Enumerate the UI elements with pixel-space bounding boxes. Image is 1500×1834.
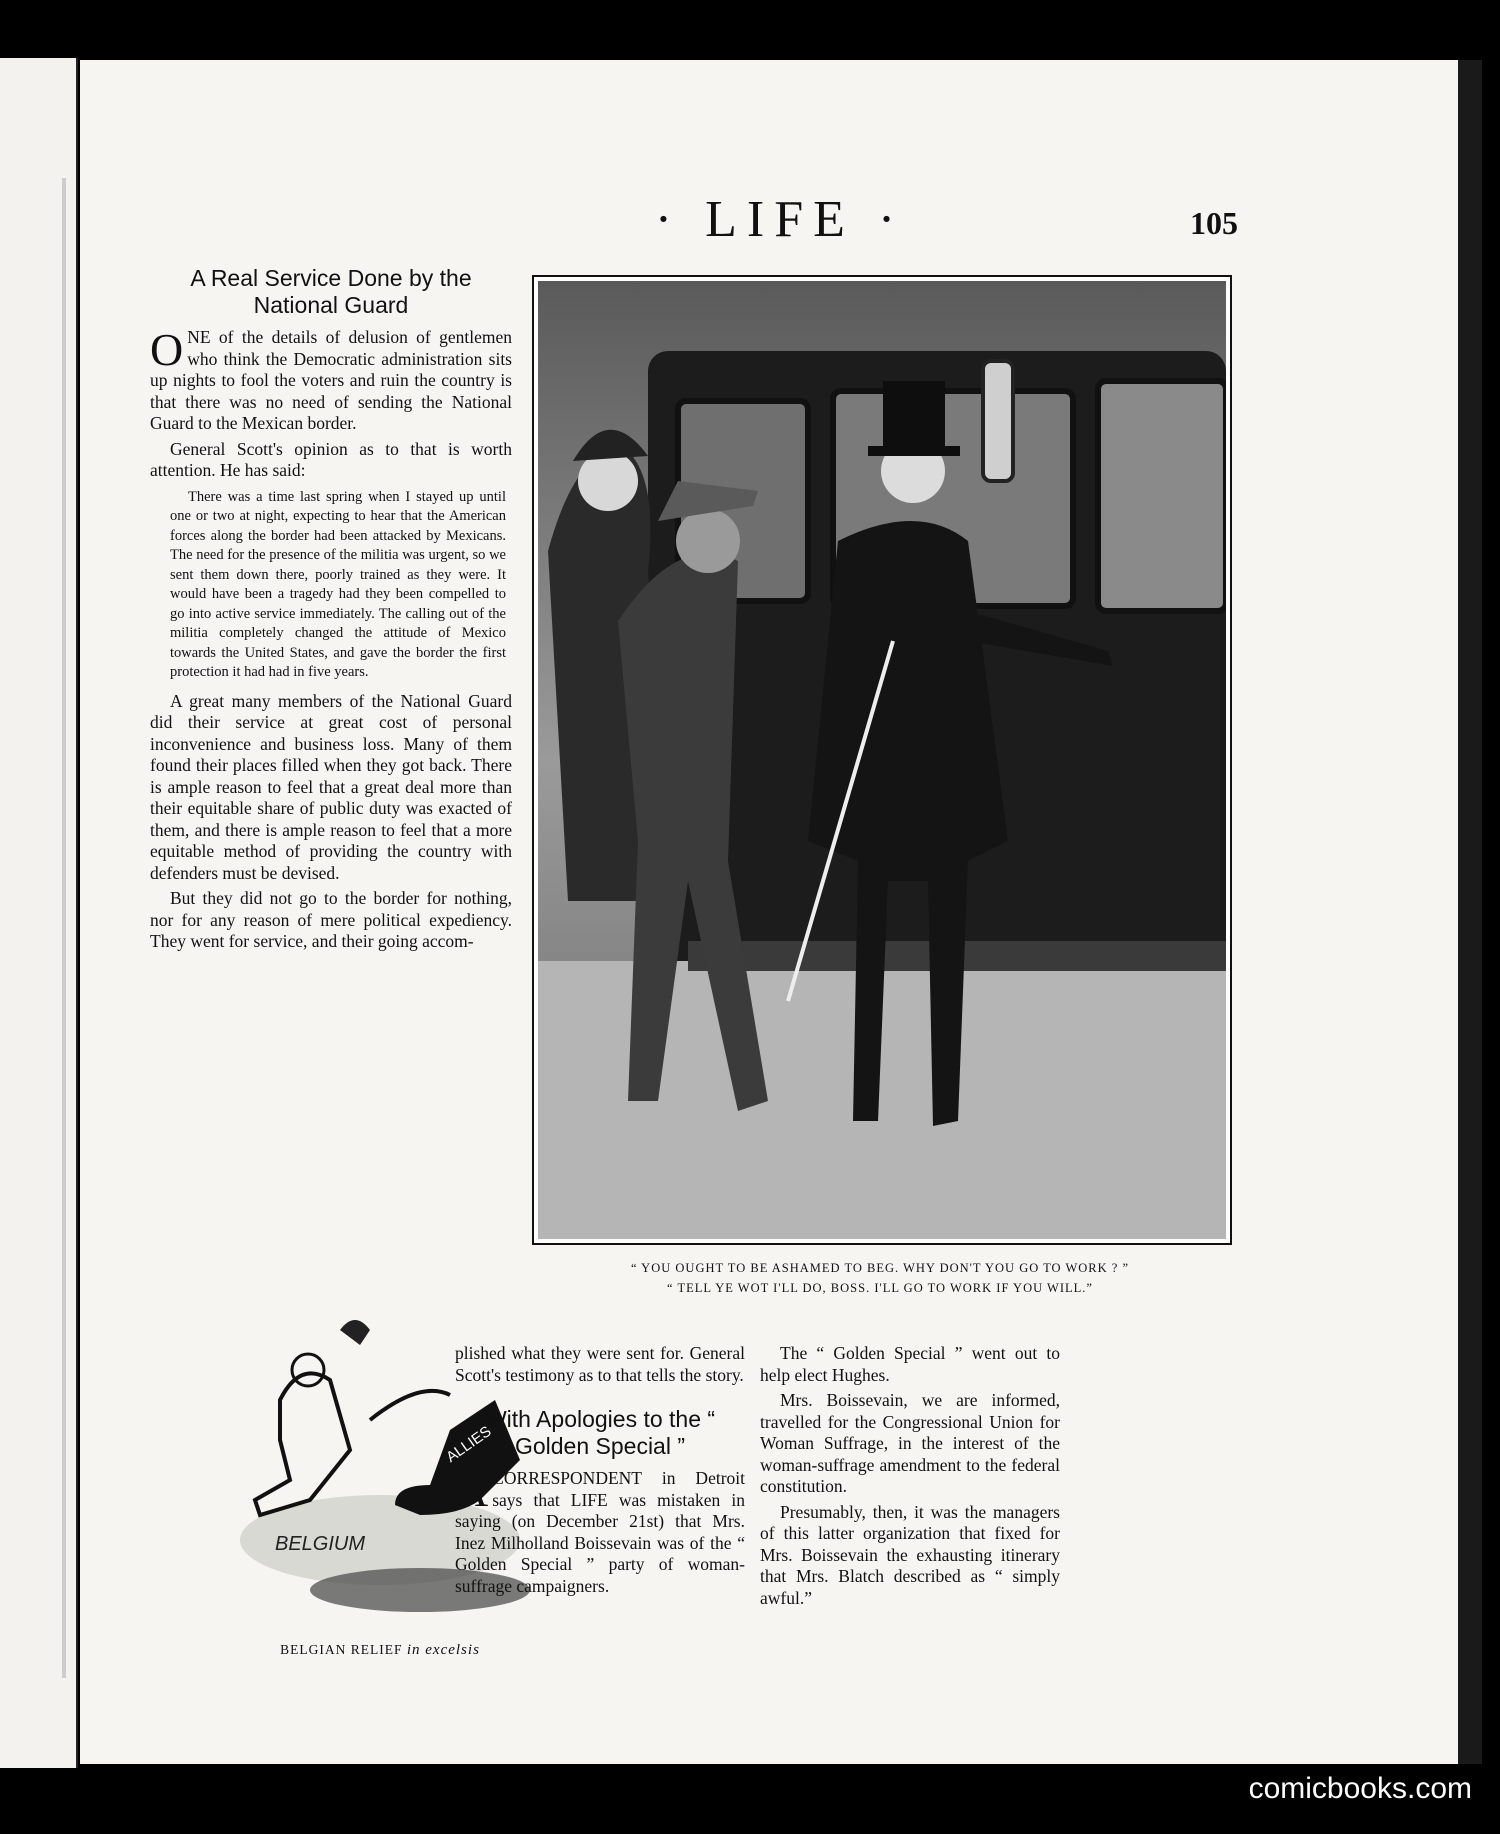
article-paragraph: plished what they were sent for. General Scott's testimony as to that tells the story. xyxy=(455,1343,745,1385)
right-column xyxy=(760,1343,1060,1613)
caption-line: “ TELL YE WOT I'LL DO, BOSS. I'LL GO TO WORK IF YOU WILL.” xyxy=(667,1281,1093,1295)
boot-label: ALLIES xyxy=(443,1422,495,1466)
cartoon-caption-main: BELGIAN RELIEF xyxy=(280,1642,403,1657)
book-spine xyxy=(1458,60,1482,1764)
illustration-image xyxy=(538,281,1226,1239)
watermark: comicbooks.com xyxy=(1248,1772,1472,1805)
article-national-guard-column xyxy=(150,265,512,957)
cartoon-caption-italic: in excelsis xyxy=(406,1642,480,1658)
page-number: 105 xyxy=(1190,205,1238,241)
article-title: A Real Service Done by the National Guard xyxy=(190,265,472,318)
paragraph-text: NE of the details of delusion of gentlemen who think the Democratic administration sits up nights to fool the voters and ruin the country is that there was no need of sending the National Guard to the Mexican border. xyxy=(150,327,512,433)
article-paragraph: Presumably, then, it was the managers of this latter organization that fixed for Mrs. Boissevain the exhausting itinerary that Mrs. Blatch described as “ simply awful.” xyxy=(760,1501,1060,1608)
main-illustration xyxy=(532,275,1232,1245)
article-paragraph: The “ Golden Special ” went out to help elect Hughes. xyxy=(760,1343,1060,1385)
illustration-caption xyxy=(520,1258,1240,1298)
article-paragraph: A great many members of the National Guard did their service at great cost of personal inconvenience and business loss. Many of them found their places filled when they got back. There is ample reason to feel that a great deal more than their equitable share of public duty was exacted of them, and there is ample reason to feel that a more equitable method of providing the country with defenders must be devised. xyxy=(150,690,512,883)
drop-cap: A xyxy=(455,1465,489,1516)
facing-page-edge xyxy=(0,58,78,1768)
block-quote xyxy=(170,488,506,683)
page-fold-line xyxy=(62,178,66,1678)
quote-text: There was a time last spring when I stayed up until one or two at night, expecting to hear that the American forces along the border had been attacked by Mexicans. The need for the presence of the militia was urgent, so we sent them down there, poorly trained as they were. It would have been a tragedy had they been compelled to go into active service immediately. The calling out of the militia completely changed the attitude of Mexico towards the United States, and gave the border the first protection it had had in five years. xyxy=(170,488,506,680)
drop-cap: O xyxy=(150,324,184,375)
magazine-page xyxy=(80,60,1458,1764)
cartoon-caption xyxy=(220,1642,540,1659)
article-paragraph xyxy=(455,1465,746,1597)
ground-label: BELGIUM xyxy=(275,1533,366,1555)
article-paragraph xyxy=(150,324,512,435)
article-paragraph: But they did not go to the border for nothing, nor for any reason of mere political expediency. They went for service, and their going accom- xyxy=(150,888,512,951)
article-paragraph: General Scott's opinion as to that is worth attention. He has said: xyxy=(150,438,512,480)
article-title: With Apologies to the “ Golden Special ” xyxy=(484,1406,716,1459)
paragraph-text: in Detroit says that LIFE was mistaken in saying (on December 21st) that Mrs. Inez Milholland Boissevain was of the “ Golden Special ” party of woman-suffrage campaigners. xyxy=(455,1468,746,1596)
caps-word: CORRESPONDENT xyxy=(492,1468,642,1488)
beggar-gentleman-drawing xyxy=(538,281,1226,1239)
middle-column xyxy=(455,1343,745,1601)
article-paragraph: Mrs. Boissevain, we are informed, travelled for the Congressional Union for Woman Suffrage, in the interest of the woman-suffrage amendment to the federal constitution. xyxy=(760,1390,1060,1496)
caption-line: “ YOU OUGHT TO BE ASHAMED TO BEG. WHY DON'T YOU GO TO WORK ? ” xyxy=(630,1261,1130,1275)
masthead-title: · LIFE · xyxy=(654,191,906,248)
